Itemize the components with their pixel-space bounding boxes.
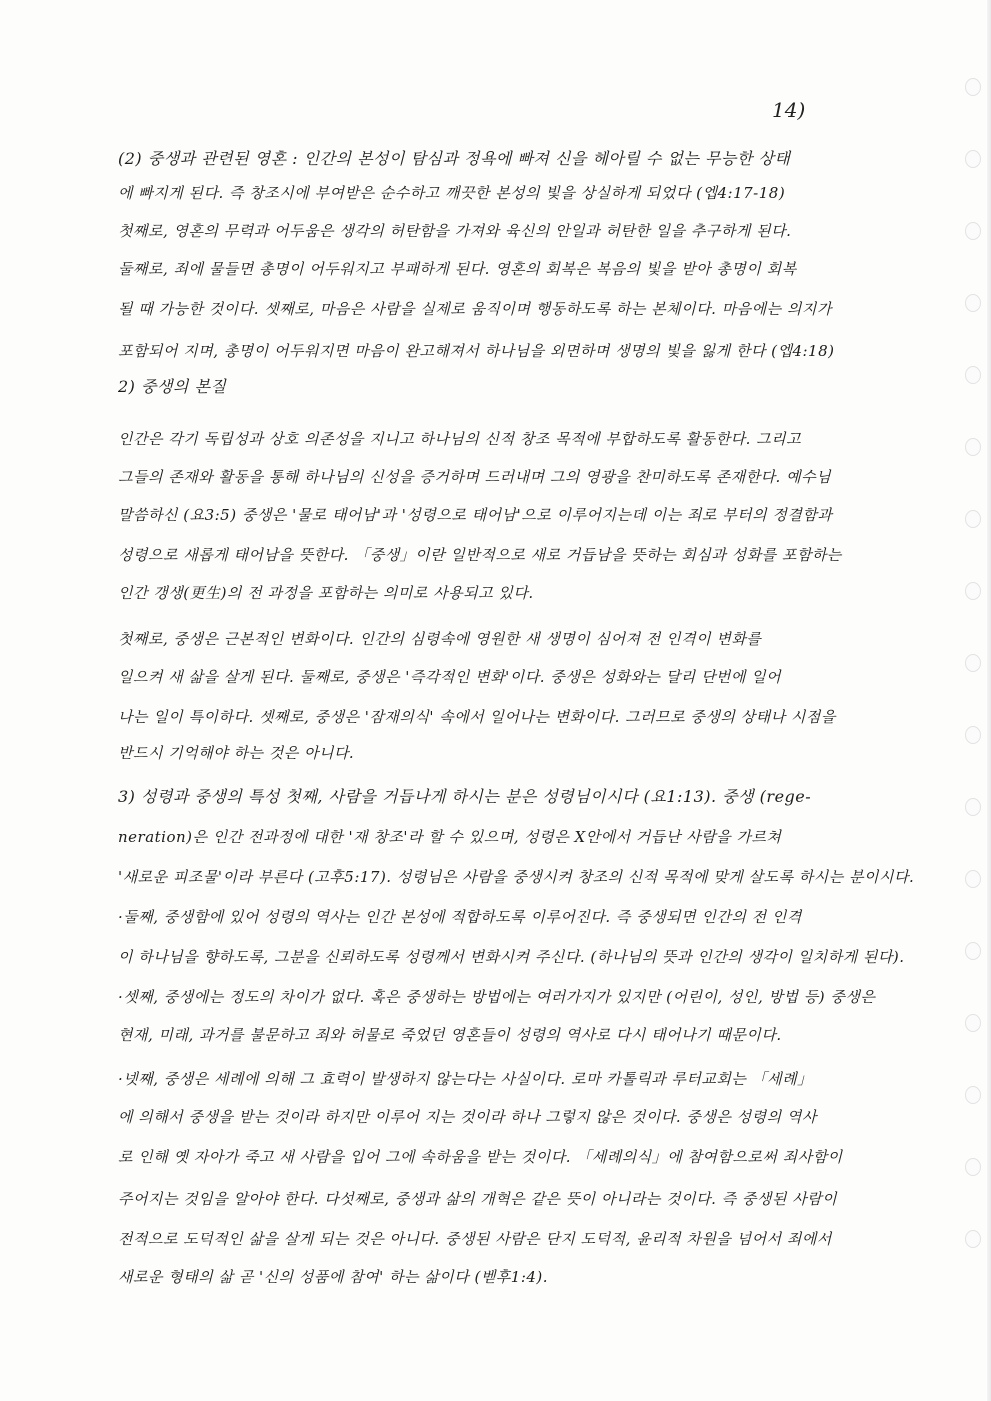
binder-hole — [965, 222, 981, 240]
text-line: 에 빠지게 된다. 즉 창조시에 부여받은 순수하고 깨끗한 본성의 빛을 상실하게 되었다 (엡4:17-18) — [118, 184, 786, 202]
text-line: 로 인해 옛 자아가 죽고 새 사람을 입어 그에 속하움을 받는 것이다. 「세례의식」에 참여함으로써 죄사함이 — [118, 1148, 843, 1166]
text-line: '새로운 피조물'이라 부른다 (고후5:17). 성령님은 사람을 중생시켜 창조의 신적 목적에 맞게 살도록 하시는 분이시다. — [118, 868, 915, 886]
text-line: 주어지는 것임을 알아야 한다. 다섯째로, 중생과 삶의 개혁은 같은 뜻이 아니라는 것이다. 즉 중생된 사람이 — [118, 1190, 838, 1208]
binder-holes — [965, 0, 985, 1401]
text-line: 첫째로, 중생은 근본적인 변화이다. 인간의 심령속에 영원한 새 생명이 심어져 전 인격이 변화를 — [118, 630, 762, 648]
text-line: ·둘째, 중생함에 있어 성령의 역사는 인간 본성에 적합하도록 이루어진다. 즉 중생되면 인간의 전 인격 — [118, 908, 802, 926]
text-line: 둘째로, 죄에 물들면 총명이 어두워지고 부패하게 된다. 영혼의 회복은 복음의 빛을 받아 총명이 회복 — [118, 260, 797, 278]
text-line: 일으켜 새 삶을 살게 된다. 둘째로, 중생은 '즉각적인 변화'이다. 중생은 성화와는 달리 단번에 일어 — [118, 668, 782, 686]
text-line: 말씀하신 (요3:5) 중생은 '물로 태어남'과 '성령으로 태어남'으로 이루어지는데 이는 죄로 부터의 정결함과 — [118, 506, 833, 524]
binder-hole — [965, 798, 981, 816]
text-line: 포함되어 지며, 총명이 어두워지면 마음이 완고해져서 하나님을 외면하며 생명의 빛을 잃게 한다 (엡4:18) — [118, 342, 835, 360]
text-line: neration)은 인간 전과정에 대한 '재 창조'라 할 수 있으며, 성령은 X안에서 거듭난 사람을 가르쳐 — [118, 828, 782, 846]
binder-hole — [965, 366, 981, 384]
text-line: 성령으로 새롭게 태어남을 뜻한다. 「중생」이란 일반적으로 새로 거듭남을 뜻하는 회심과 성화를 포함하는 — [118, 546, 842, 564]
page-edge — [987, 0, 991, 1401]
section-heading: 2) 중생의 본질 — [118, 377, 227, 396]
text-line: 나는 일이 특이하다. 셋째로, 중생은 '잠재의식' 속에서 일어나는 변화이다. 그러므로 중생의 상태나 시점을 — [118, 708, 836, 726]
binder-hole — [965, 78, 981, 96]
section-heading-line: 3) 성령과 중생의 특성 첫째, 사람을 거듭나게 하시는 분은 성령님이시다 (요1:13). 중생 (rege- — [118, 787, 812, 806]
text-line: 인간 갱생(更生)의 전 과정을 포함하는 의미로 사용되고 있다. — [118, 584, 534, 602]
text-line: 새로운 형태의 삶 곧 '신의 성품에 참여' 하는 삶이다 (벧후1:4). — [118, 1268, 549, 1286]
binder-hole — [965, 510, 981, 528]
binder-hole — [965, 294, 981, 312]
binder-hole — [965, 1230, 981, 1248]
binder-hole — [965, 438, 981, 456]
binder-hole — [965, 942, 981, 960]
text-line: 될 때 가능한 것이다. 셋째로, 마음은 사람을 실제로 움직이며 행동하도록 하는 본체이다. 마음에는 의지가 — [118, 300, 832, 318]
text-line: 이 하나님을 향하도록, 그분을 신뢰하도록 성령께서 변화시켜 주신다. (하나님의 뜻과 인간의 생각이 일치하게 된다). — [118, 948, 905, 966]
text-line: 첫째로, 영혼의 무력과 어두움은 생각의 허탄함을 가져와 육신의 안일과 허탄한 일을 추구하게 된다. — [118, 222, 792, 240]
binder-hole — [965, 582, 981, 600]
text-line: ·넷째, 중생은 세례에 의해 그 효력이 발생하지 않는다는 사실이다. 로마 카톨릭과 루터교회는 「세례」 — [118, 1070, 813, 1088]
binder-hole — [965, 1158, 981, 1176]
binder-hole — [965, 870, 981, 888]
page-number: 14) — [772, 98, 806, 122]
text-line: ·셋째, 중생에는 정도의 차이가 없다. 혹은 중생하는 방법에는 여러가지가 있지만 (어린이, 성인, 방법 등) 중생은 — [118, 988, 876, 1006]
text-line: 그들의 존재와 활동을 통해 하나님의 신성을 증거하며 드러내며 그의 영광을 찬미하도록 존재한다. 예수님 — [118, 468, 832, 486]
binder-hole — [965, 150, 981, 168]
binder-hole — [965, 1086, 981, 1104]
text-line: 현재, 미래, 과거를 불문하고 죄와 허물로 죽었던 영혼들이 성령의 역사로 다시 태어나기 때문이다. — [118, 1026, 782, 1044]
binder-hole — [965, 654, 981, 672]
text-line: 전적으로 도덕적인 삶을 살게 되는 것은 아니다. 중생된 사람은 단지 도덕적, 윤리적 차원을 넘어서 죄에서 — [118, 1230, 832, 1248]
text-line: 에 의해서 중생을 받는 것이라 하지만 이루어 지는 것이라 하나 그렇지 않은 것이다. 중생은 성령의 역사 — [118, 1108, 817, 1126]
binder-hole — [965, 1014, 981, 1032]
text-line: 반드시 기억해야 하는 것은 아니다. — [118, 744, 355, 762]
binder-hole — [965, 726, 981, 744]
section-heading-line: (2) 중생과 관련된 영혼 : 인간의 본성이 탐심과 정욕에 빠져 신을 헤아릴 수 없는 무능한 상태 — [118, 149, 791, 168]
text-line: 인간은 각기 독립성과 상호 의존성을 지니고 하나님의 신적 창조 목적에 부합하도록 활동한다. 그리고 — [118, 430, 802, 448]
